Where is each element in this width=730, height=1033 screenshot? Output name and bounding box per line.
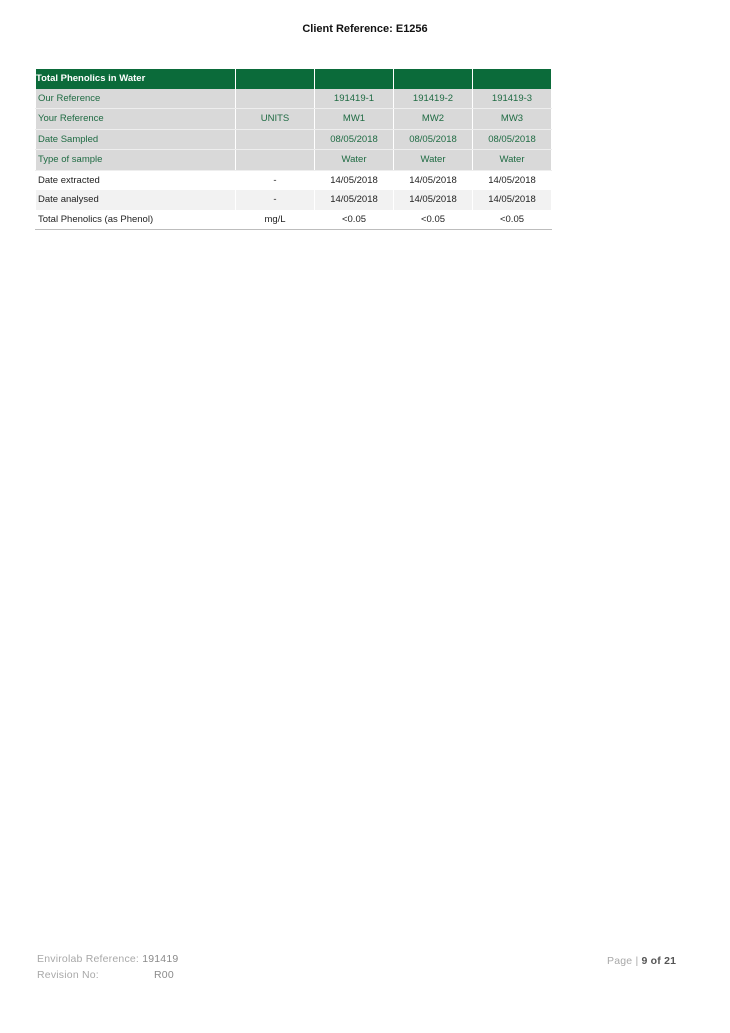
sample-type-row bbox=[36, 150, 552, 171]
our-reference-value: 191419-1 bbox=[315, 89, 394, 109]
sample-type-value: Water bbox=[473, 150, 552, 171]
our-reference-value: 191419-3 bbox=[473, 89, 552, 109]
date-sampled-label: Date Sampled bbox=[36, 129, 236, 150]
your-reference-label: Your Reference bbox=[36, 109, 236, 130]
your-reference-value: MW2 bbox=[394, 109, 473, 130]
date-sampled-value: 08/05/2018 bbox=[394, 129, 473, 150]
row-unit: - bbox=[236, 170, 315, 190]
row-value: 14/05/2018 bbox=[473, 190, 552, 210]
row-value: 14/05/2018 bbox=[473, 170, 552, 190]
envirolab-reference bbox=[37, 953, 178, 965]
row-label: Total Phenolics (as Phenol) bbox=[36, 210, 236, 230]
table-title: Total Phenolics in Water bbox=[36, 69, 236, 89]
our-reference-value: 191419-2 bbox=[394, 89, 473, 109]
row-label: Date analysed bbox=[36, 190, 236, 210]
row-value: <0.05 bbox=[473, 210, 552, 230]
client-reference: Client Reference: E1256 bbox=[302, 23, 428, 35]
row-label: Date extracted bbox=[36, 170, 236, 190]
your-reference-value: MW1 bbox=[315, 109, 394, 130]
row-unit: mg/L bbox=[236, 210, 315, 230]
total-phenolics-table bbox=[35, 69, 552, 230]
row-value: 14/05/2018 bbox=[394, 190, 473, 210]
row-value: 14/05/2018 bbox=[315, 190, 394, 210]
your-reference-row bbox=[36, 109, 552, 130]
envirolab-reference-label: Envirolab Reference: bbox=[37, 953, 140, 965]
revision-label: Revision No: bbox=[37, 969, 99, 981]
sample-type-value: Water bbox=[394, 150, 473, 171]
row-unit: - bbox=[236, 190, 315, 210]
revision-value: R00 bbox=[154, 969, 174, 981]
units-header: UNITS bbox=[236, 109, 315, 130]
page-label: Page | bbox=[607, 955, 639, 967]
row-value: 14/05/2018 bbox=[394, 170, 473, 190]
revision-number bbox=[37, 969, 174, 981]
date-sampled-row bbox=[36, 129, 552, 150]
date-sampled-value: 08/05/2018 bbox=[473, 129, 552, 150]
table-row bbox=[36, 170, 552, 190]
page-number bbox=[607, 955, 676, 967]
page-value: 9 of 21 bbox=[641, 955, 677, 967]
table-title-row bbox=[36, 69, 552, 89]
sample-type-label: Type of sample bbox=[36, 150, 236, 171]
date-sampled-value: 08/05/2018 bbox=[315, 129, 394, 150]
our-reference-row bbox=[36, 89, 552, 109]
row-value: <0.05 bbox=[394, 210, 473, 230]
table-row bbox=[36, 210, 552, 230]
row-value: <0.05 bbox=[315, 210, 394, 230]
your-reference-value: MW3 bbox=[473, 109, 552, 130]
envirolab-reference-value: 191419 bbox=[142, 953, 179, 965]
sample-type-value: Water bbox=[315, 150, 394, 171]
our-reference-label: Our Reference bbox=[36, 89, 236, 109]
row-value: 14/05/2018 bbox=[315, 170, 394, 190]
table-row bbox=[36, 190, 552, 210]
